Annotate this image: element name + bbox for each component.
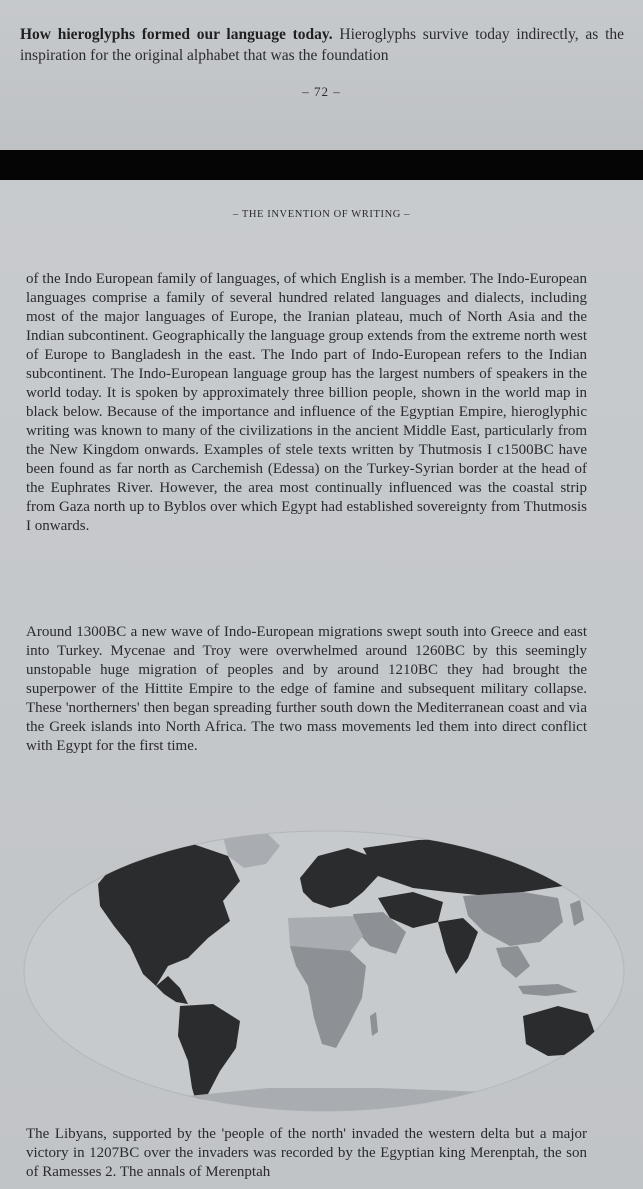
bold-lead: How hieroglyphs formed our language today.: [20, 25, 333, 43]
paragraph-2: Around 1300BC a new wave of Indo-European migrations swept south into Greece and east into Turkey. Mycenae and Troy were overwhelmed around 1260BC by this seemingly unstopable huge migration of peoples and by around 1210BC they had brought the superpower of the Hittite Empire to the edge of famine and subsequent military collapse. These 'northerners' then began spreading further south down the Mediterranean coast and via the Greek islands into North Africa. The two mass movements led them into direct conflict with Egypt for the first time.: [26, 624, 587, 754]
previous-page: [0, 0, 643, 150]
world-map-figure: [18, 826, 630, 1116]
paragraph-3: The Libyans, supported by the 'people of the north' invaded the western delta but a major victory in 1207BC over the invaders was recorded by the Egyptian king Merenptah, the son of Ramesses 2. The annals of Merenptah: [26, 1126, 587, 1180]
new-zealand-shape: [608, 1046, 616, 1066]
antarctica-shape: [168, 1088, 578, 1116]
top-paragraph: [20, 24, 624, 66]
top-paragraph-text: Hieroglyphs survive today indirectly, as the inspiration for the original alphabet that was the foundation: [20, 25, 625, 64]
running-head: – THE INVENTION OF WRITING –: [232, 209, 411, 220]
world-map: [18, 826, 630, 1116]
page-number: – 72 –: [302, 84, 341, 99]
paragraph-1: of the Indo European family of languages, of which English is a member. The Indo-European languages comprise a family of several hundred related languages and dialects, including most of the major languages of Europe, the Iranian plateau, much of North Asia and the Indian subcontinent. Geographically the language group extends from the extreme north west of Europe to Bangladesh in the east. The Indo part of Indo-European refers to the Indian subcontinent. The Indo-European language group has the largest numbers of speakers in the world today. It is spoken by approximately three billion people, shown in the world map in black below. Because of the importance and influence of the Egyptian Empire, hieroglyphic writing was known to many of the civilizations in the ancient Middle East, particularly from the New Kingdom onwards. Examples of stele texts written by Thutmosis I c1500BC have been found as far north as Carchemish (Edessa) on the Turkey-Syrian border at the head of the Euphrates River. However, the area most continually influenced was the coastal strip from Gaza north up to Byblos over which Egypt had established sovereignty from Thutmosis I onwards.: [26, 271, 587, 534]
page-divider: [0, 150, 643, 180]
